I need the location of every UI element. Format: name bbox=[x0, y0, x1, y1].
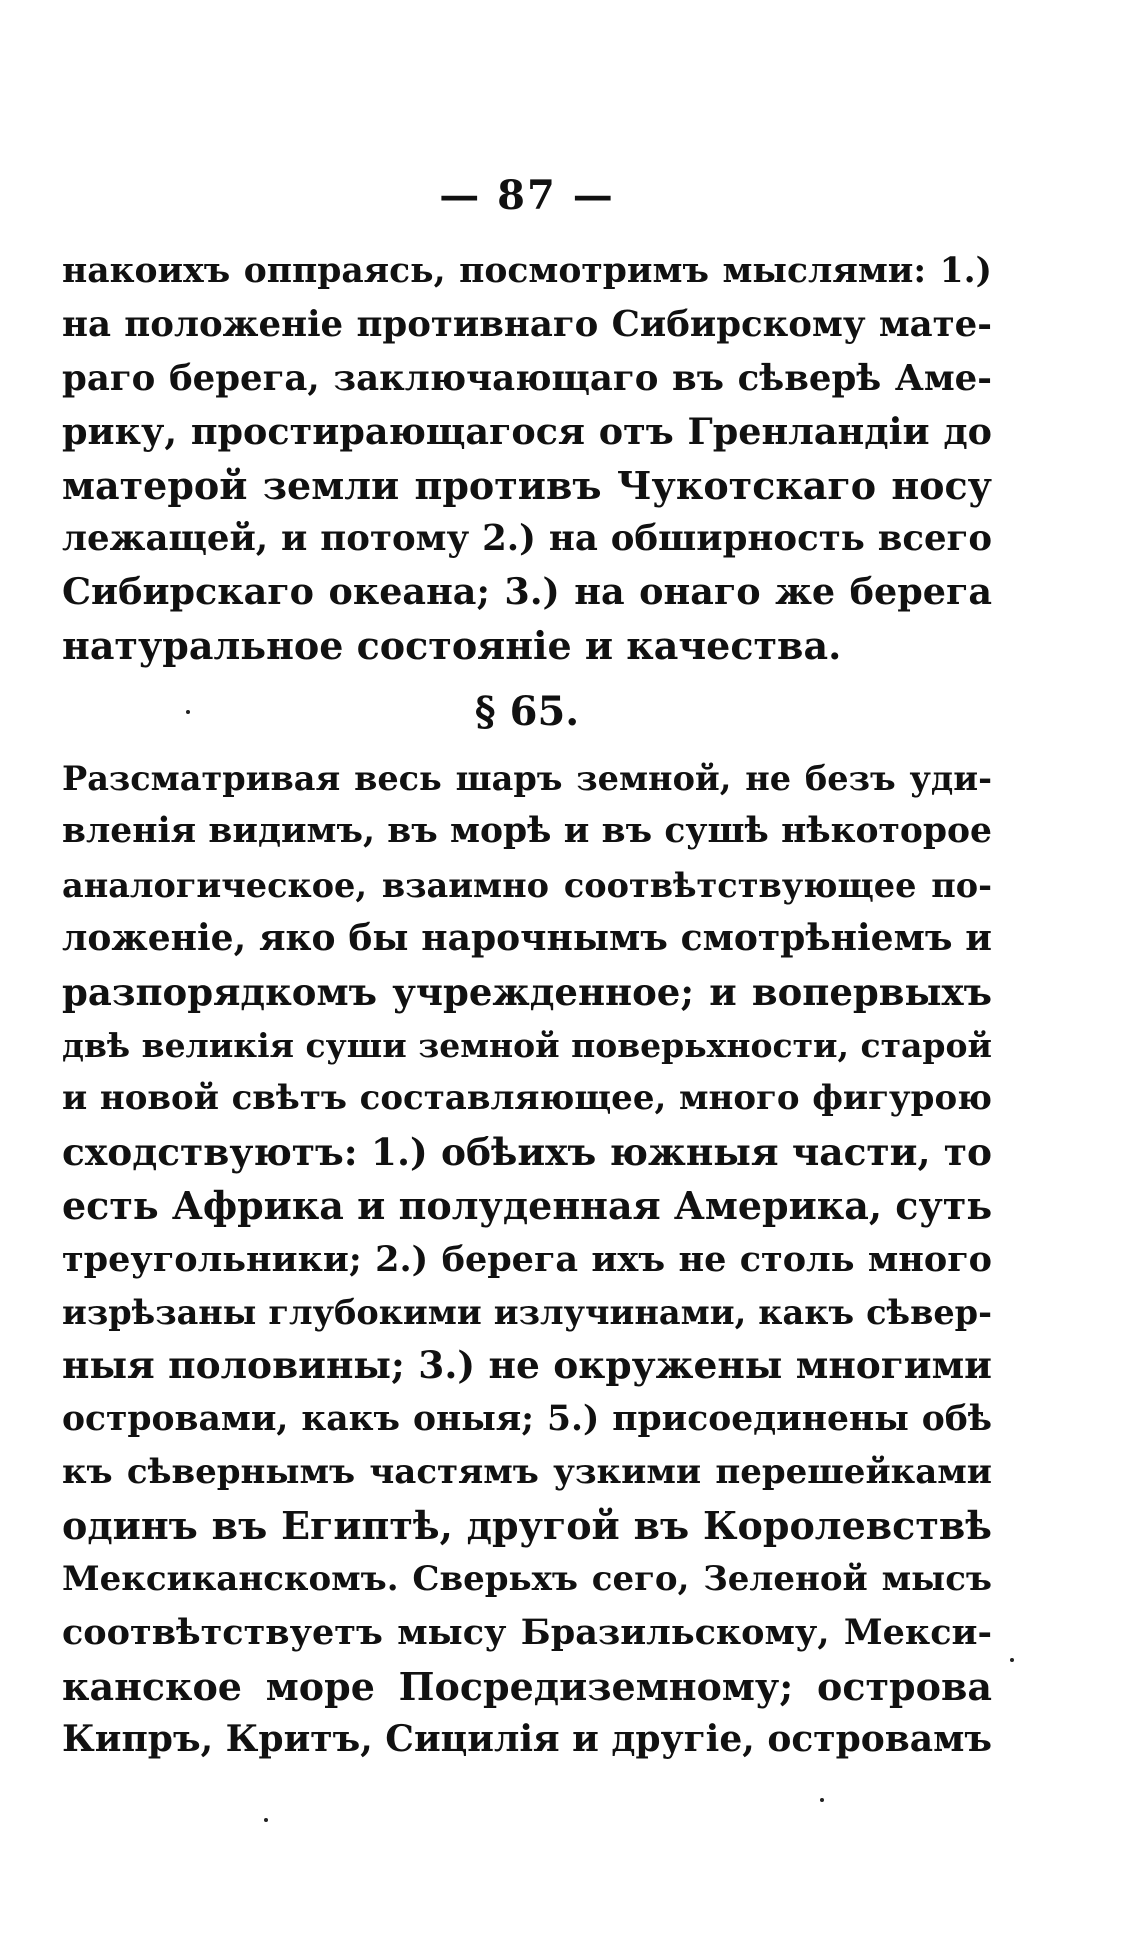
text-line: разпорядкомъ учрежденное; и вопервыхъ bbox=[62, 969, 992, 1014]
scan-speck bbox=[820, 1798, 824, 1802]
text-line: сходствуютъ: 1.) обѣихъ южныя части, то bbox=[62, 1129, 992, 1174]
scan-speck bbox=[186, 710, 190, 714]
text-line: ныя половины; 3.) не окружены многими bbox=[62, 1343, 992, 1388]
text-line: есть Африка и полуденная Америка, суть bbox=[62, 1183, 992, 1229]
paragraph-1 bbox=[62, 245, 992, 672]
text-line: натуральное состояніе и качества. bbox=[62, 622, 842, 668]
text-line: канское море Посредиземному; острова bbox=[62, 1663, 992, 1709]
scan-speck bbox=[1010, 1658, 1014, 1662]
page-number: — 87 — bbox=[439, 172, 615, 219]
text-line: Разсматривая весь шаръ земной, не безъ уди- bbox=[62, 759, 992, 798]
text-line: рику, простирающагося отъ Гренландіи до bbox=[62, 410, 992, 454]
text-line: одинъ въ Египтѣ, другой въ Королевствѣ bbox=[62, 1503, 992, 1549]
text-line: раго берега, заключающаго въ сѣверѣ Аме- bbox=[62, 357, 992, 399]
text-line: накоихъ оппраясь, посмотримъ мыслями: 1.) bbox=[62, 251, 992, 291]
text-line: треугольники; 2.) берега ихъ не столь много bbox=[62, 1238, 992, 1280]
text-line: соотвѣтствуетъ мысу Бразильскому, Мекси- bbox=[62, 1612, 992, 1654]
section-heading: § 65. bbox=[474, 688, 580, 735]
text-line: изрѣзаны глубокими излучинами, какъ сѣвер- bbox=[62, 1292, 992, 1332]
paragraph-2 bbox=[62, 752, 992, 1766]
text-line: Сибирскаго океана; 3.) на онаго же берега bbox=[62, 570, 992, 614]
text-line: матерой земли противъ Чукотскаго носу bbox=[62, 462, 992, 508]
text-line: ложеніе, яко бы нарочнымъ смотрѣніемъ и bbox=[62, 917, 992, 960]
text-line: Кипръ, Критъ, Сицилія и другіе, островамъ bbox=[62, 1718, 992, 1761]
text-line: аналогическое, взаимно соотвѣтствующее по- bbox=[62, 865, 992, 905]
text-line: островами, какъ оныя; 5.) присоединены обѣ bbox=[62, 1398, 992, 1439]
book-page bbox=[62, 0, 992, 1947]
text-line: вленія видимъ, въ морѣ и въ сушѣ нѣкоторое bbox=[62, 811, 992, 852]
text-line: къ сѣвернымъ частямъ узкими перешейками bbox=[62, 1452, 992, 1493]
text-line: на положеніе противнаго Сибирскому мате- bbox=[62, 304, 992, 346]
text-line: Мексиканскомъ. Сверьхъ сего, Зеленой мысъ bbox=[62, 1558, 992, 1599]
text-line: лежащей, и потому 2.) на обширность всего bbox=[62, 517, 992, 559]
scan-speck bbox=[264, 1818, 268, 1822]
text-line: двѣ великія суши земной поверьхности, старой bbox=[62, 1025, 992, 1065]
text-line: и новой свѣтъ составляющее, много фигурою bbox=[62, 1078, 992, 1119]
